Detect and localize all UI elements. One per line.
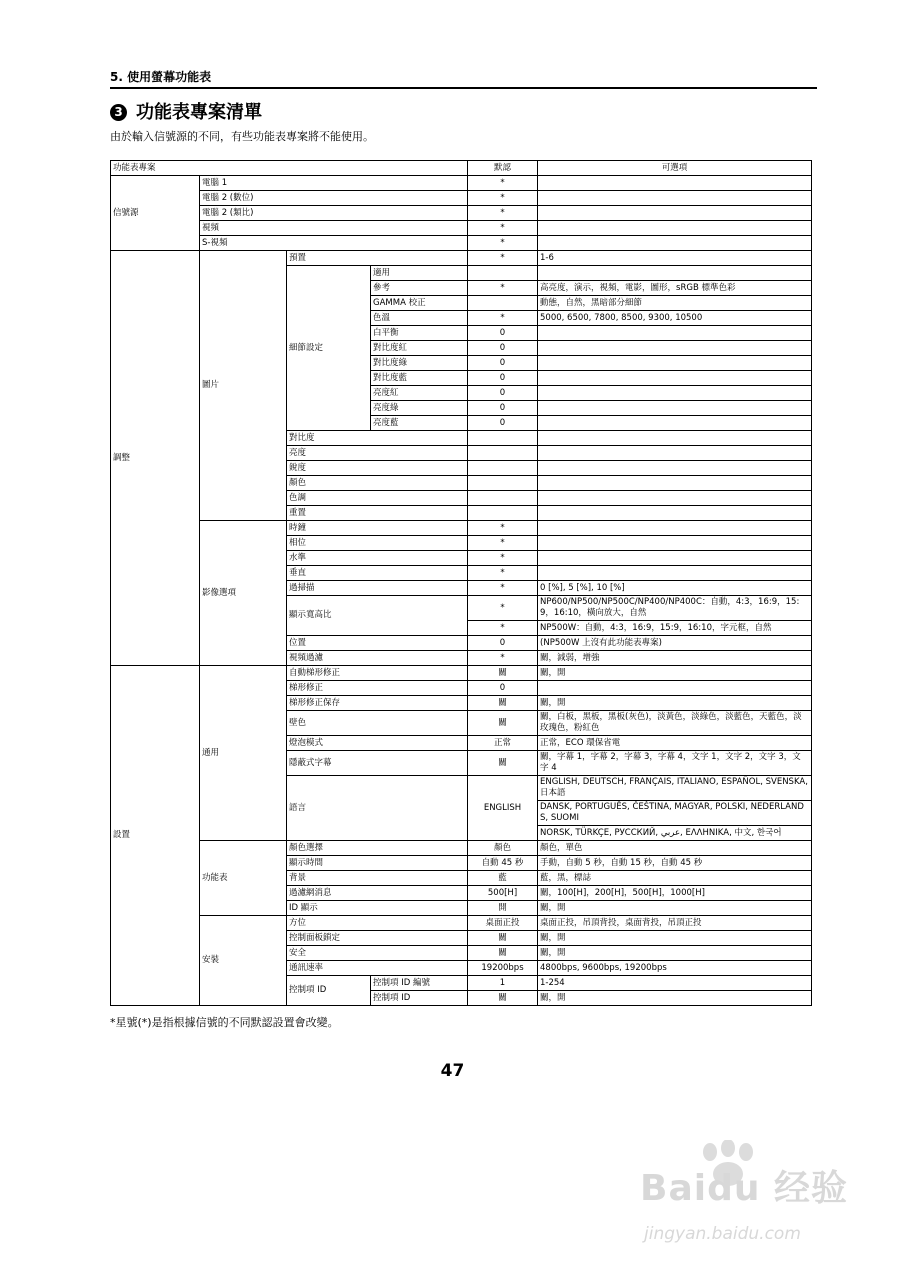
- group-install: 安裝: [200, 916, 287, 1006]
- item-cell: 梯形修正: [287, 681, 468, 696]
- menu-items-table: [110, 160, 812, 1006]
- item-cell: 背景: [287, 871, 468, 886]
- item-cell: 色調: [287, 491, 468, 506]
- group-general: 通用: [200, 666, 287, 841]
- item-cell: 視頻過濾: [287, 651, 468, 666]
- item-cell: 過濾網消息: [287, 886, 468, 901]
- default-cell: 藍: [468, 871, 538, 886]
- page-title-text: 功能表專案清單: [136, 102, 262, 123]
- default-cell: 0: [468, 341, 538, 356]
- options-cell: 1-6: [538, 251, 812, 266]
- item-cell: S-視頻: [200, 236, 468, 251]
- options-cell: [538, 566, 812, 581]
- options-cell: [538, 506, 812, 521]
- table-row: [111, 176, 812, 191]
- table-row: [111, 221, 812, 236]
- default-cell: [468, 296, 538, 311]
- item-cell: 亮度綠: [371, 401, 468, 416]
- options-cell: [538, 371, 812, 386]
- item-cell: ID 顯示: [287, 901, 468, 916]
- default-cell: 關: [468, 946, 538, 961]
- options-cell: [538, 356, 812, 371]
- default-cell: *: [468, 176, 538, 191]
- item-cell: 適用: [371, 266, 468, 281]
- options-cell: [538, 341, 812, 356]
- default-cell: *: [468, 236, 538, 251]
- intro-text: 由於輸入信號源的不同，有些功能表專案將不能使用。: [110, 130, 374, 143]
- options-cell: 0 [%], 5 [%], 10 [%]: [538, 581, 812, 596]
- table-row: [111, 251, 812, 266]
- group-picture: 圖片: [200, 251, 287, 521]
- default-cell: 關: [468, 696, 538, 711]
- header-item: 功能表專案: [111, 161, 468, 176]
- default-cell: *: [468, 191, 538, 206]
- options-cell: 動態，自然，黑暗部分細節: [538, 296, 812, 311]
- options-cell: (NP500W 上沒有此功能表專案): [538, 636, 812, 651]
- item-cell: 水準: [287, 551, 468, 566]
- item-cell: 電腦 1: [200, 176, 468, 191]
- item-cell: 控制項 ID: [287, 976, 371, 1006]
- item-cell: 控制項 ID: [371, 991, 468, 1006]
- item-cell: 垂直: [287, 566, 468, 581]
- item-cell: 亮度: [287, 446, 468, 461]
- default-cell: [468, 446, 538, 461]
- default-cell: *: [468, 221, 538, 236]
- options-cell: 關，開: [538, 696, 812, 711]
- default-cell: 關: [468, 991, 538, 1006]
- item-cell: 梯形修正保存: [287, 696, 468, 711]
- header-options: 可選項: [538, 161, 812, 176]
- default-cell: [468, 461, 538, 476]
- default-cell: *: [468, 311, 538, 326]
- options-cell: 1-254: [538, 976, 812, 991]
- item-cell: 燈泡模式: [287, 736, 468, 751]
- options-cell: [538, 401, 812, 416]
- footnote: *星號(*)是指根據信號的不同默認設置會改變。: [110, 1016, 339, 1029]
- default-cell: ENGLISH: [468, 776, 538, 841]
- item-cell: 亮度藍: [371, 416, 468, 431]
- options-cell: NP500W：自動，4:3，16:9，15:9，16:10，字元框，自然: [538, 621, 812, 636]
- item-cell: 方位: [287, 916, 468, 931]
- item-cell: 通訊速率: [287, 961, 468, 976]
- item-cell: 位置: [287, 636, 468, 651]
- options-cell: [538, 386, 812, 401]
- item-cell: 安全: [287, 946, 468, 961]
- group-menu: 功能表: [200, 841, 287, 916]
- item-cell: 相位: [287, 536, 468, 551]
- options-cell: ENGLISH, DEUTSCH, FRANÇAIS, ITALIANO, ESPAÑOL, SVENSKA, 日本語: [538, 776, 812, 801]
- options-cell: 5000, 6500, 7800, 8500, 9300, 10500: [538, 311, 812, 326]
- options-cell: [538, 461, 812, 476]
- default-cell: 1: [468, 976, 538, 991]
- table-row: [111, 666, 812, 681]
- options-cell: 關，開: [538, 901, 812, 916]
- item-cell: 時鐘: [287, 521, 468, 536]
- options-cell: 4800bps, 9600bps, 19200bps: [538, 961, 812, 976]
- options-cell: 手動，自動 5 秒，自動 15 秒，自動 45 秒: [538, 856, 812, 871]
- number-badge: 3: [110, 104, 127, 121]
- options-cell: [538, 266, 812, 281]
- table-header-row: [111, 161, 812, 176]
- options-cell: 關，開: [538, 666, 812, 681]
- item-cell: 過掃描: [287, 581, 468, 596]
- default-cell: *: [468, 581, 538, 596]
- watermark-url: jingyan.baidu.com: [644, 1224, 801, 1244]
- table-row: [111, 236, 812, 251]
- default-cell: 0: [468, 356, 538, 371]
- options-cell: 桌面正投，吊頂背投，桌面背投，吊頂正投: [538, 916, 812, 931]
- default-cell: 開: [468, 901, 538, 916]
- options-cell: [538, 206, 812, 221]
- group-source: 信號源: [111, 176, 200, 251]
- page-number: 47: [440, 1061, 465, 1081]
- options-cell: [538, 326, 812, 341]
- options-cell: 關，開: [538, 931, 812, 946]
- options-cell: NORSK, TÜRKÇE, РУССКИЙ, عربي, ΕΛΛΗΝΙΚΑ, 中文, 한국어: [538, 826, 812, 841]
- default-cell: *: [468, 206, 538, 221]
- options-cell: 關，開: [538, 991, 812, 1006]
- default-cell: *: [468, 596, 538, 621]
- default-cell: [468, 476, 538, 491]
- default-cell: 0: [468, 636, 538, 651]
- options-cell: [538, 221, 812, 236]
- item-cell: 顯示時間: [287, 856, 468, 871]
- default-cell: [468, 431, 538, 446]
- item-cell: 語言: [287, 776, 468, 841]
- options-cell: 關，100[H]，200[H]，500[H]，1000[H]: [538, 886, 812, 901]
- options-cell: 關，開: [538, 946, 812, 961]
- item-cell: 色溫: [371, 311, 468, 326]
- default-cell: 顏色: [468, 841, 538, 856]
- options-cell: [538, 521, 812, 536]
- options-cell: [538, 551, 812, 566]
- section-header: 5. 使用螢幕功能表: [110, 70, 212, 84]
- default-cell: 0: [468, 386, 538, 401]
- options-cell: DANSK, PORTUGUÊS, ČEŠTINA, MAGYAR, POLSKI, NEDERLANDS, SUOMI: [538, 801, 812, 826]
- options-cell: [538, 681, 812, 696]
- page-title: [110, 98, 262, 124]
- group-adjust: 調整: [111, 251, 200, 666]
- default-cell: *: [468, 521, 538, 536]
- table-row: [111, 841, 812, 856]
- default-cell: 關: [468, 666, 538, 681]
- default-cell: 0: [468, 681, 538, 696]
- item-cell: 視頻: [200, 221, 468, 236]
- options-cell: 關，白板，黑板，黑板(灰色)，淡黃色，淡綠色，淡藍色，天藍色，淡玫瑰色，粉紅色: [538, 711, 812, 736]
- default-cell: 500[H]: [468, 886, 538, 901]
- item-cell: 顏色: [287, 476, 468, 491]
- options-cell: [538, 176, 812, 191]
- item-cell: GAMMA 校正: [371, 296, 468, 311]
- item-cell: 控制面板鎖定: [287, 931, 468, 946]
- table-row: [111, 521, 812, 536]
- options-cell: [538, 446, 812, 461]
- default-cell: [468, 506, 538, 521]
- item-cell: 銳度: [287, 461, 468, 476]
- header-default: 默認: [468, 161, 538, 176]
- options-cell: [538, 191, 812, 206]
- item-cell: 對比度藍: [371, 371, 468, 386]
- default-cell: 自動 45 秒: [468, 856, 538, 871]
- options-cell: 正常，ECO 環保省電: [538, 736, 812, 751]
- item-cell: 參考: [371, 281, 468, 296]
- group-setup: 設置: [111, 666, 200, 1006]
- default-cell: 19200bps: [468, 961, 538, 976]
- options-cell: [538, 476, 812, 491]
- default-cell: *: [468, 281, 538, 296]
- item-cell: 重置: [287, 506, 468, 521]
- item-cell: 隱蔽式字幕: [287, 751, 468, 776]
- item-cell: 白平衡: [371, 326, 468, 341]
- table-row: [111, 916, 812, 931]
- default-cell: *: [468, 621, 538, 636]
- options-cell: 藍，黑，標誌: [538, 871, 812, 886]
- options-cell: NP600/NP500/NP500C/NP400/NP400C：自動，4:3，16:9，15:9，16:10，橫向放大，自然: [538, 596, 812, 621]
- options-cell: [538, 536, 812, 551]
- options-cell: 關，字幕 1，字幕 2，字幕 3，字幕 4，文字 1，文字 2，文字 3，文字 4: [538, 751, 812, 776]
- options-cell: [538, 431, 812, 446]
- options-cell: 關，減弱，增強: [538, 651, 812, 666]
- options-cell: [538, 236, 812, 251]
- group-image-options: 影像選項: [200, 521, 287, 666]
- default-cell: *: [468, 536, 538, 551]
- item-cell: 電腦 2 (類比): [200, 206, 468, 221]
- table-row: [111, 206, 812, 221]
- default-cell: *: [468, 251, 538, 266]
- default-cell: 0: [468, 416, 538, 431]
- default-cell: 桌面正投: [468, 916, 538, 931]
- watermark-brand: Baidu 经验: [640, 1168, 849, 1209]
- default-cell: *: [468, 566, 538, 581]
- default-cell: 關: [468, 711, 538, 736]
- default-cell: 0: [468, 371, 538, 386]
- item-cell: 對比度: [287, 431, 468, 446]
- default-cell: 正常: [468, 736, 538, 751]
- options-cell: [538, 491, 812, 506]
- item-cell: 對比度綠: [371, 356, 468, 371]
- item-cell: 預置: [287, 251, 468, 266]
- table-row: [111, 191, 812, 206]
- default-cell: *: [468, 651, 538, 666]
- header-rule: [110, 87, 817, 89]
- options-cell: 顏色，單色: [538, 841, 812, 856]
- default-cell: 0: [468, 401, 538, 416]
- options-cell: 高亮度，演示，視頻，電影，圖形，sRGB 標準色彩: [538, 281, 812, 296]
- item-cell: 顯示寬高比: [287, 596, 468, 636]
- default-cell: 0: [468, 326, 538, 341]
- item-cell: 控制項 ID 編號: [371, 976, 468, 991]
- default-cell: 關: [468, 751, 538, 776]
- item-cell: 壁色: [287, 711, 468, 736]
- item-cell: 顏色選擇: [287, 841, 468, 856]
- item-cell: 電腦 2 (數位): [200, 191, 468, 206]
- default-cell: [468, 491, 538, 506]
- default-cell: [468, 266, 538, 281]
- group-detail: 細節設定: [287, 266, 371, 431]
- item-cell: 自動梯形修正: [287, 666, 468, 681]
- item-cell: 亮度紅: [371, 386, 468, 401]
- item-cell: 對比度紅: [371, 341, 468, 356]
- default-cell: *: [468, 551, 538, 566]
- options-cell: [538, 416, 812, 431]
- default-cell: 關: [468, 931, 538, 946]
